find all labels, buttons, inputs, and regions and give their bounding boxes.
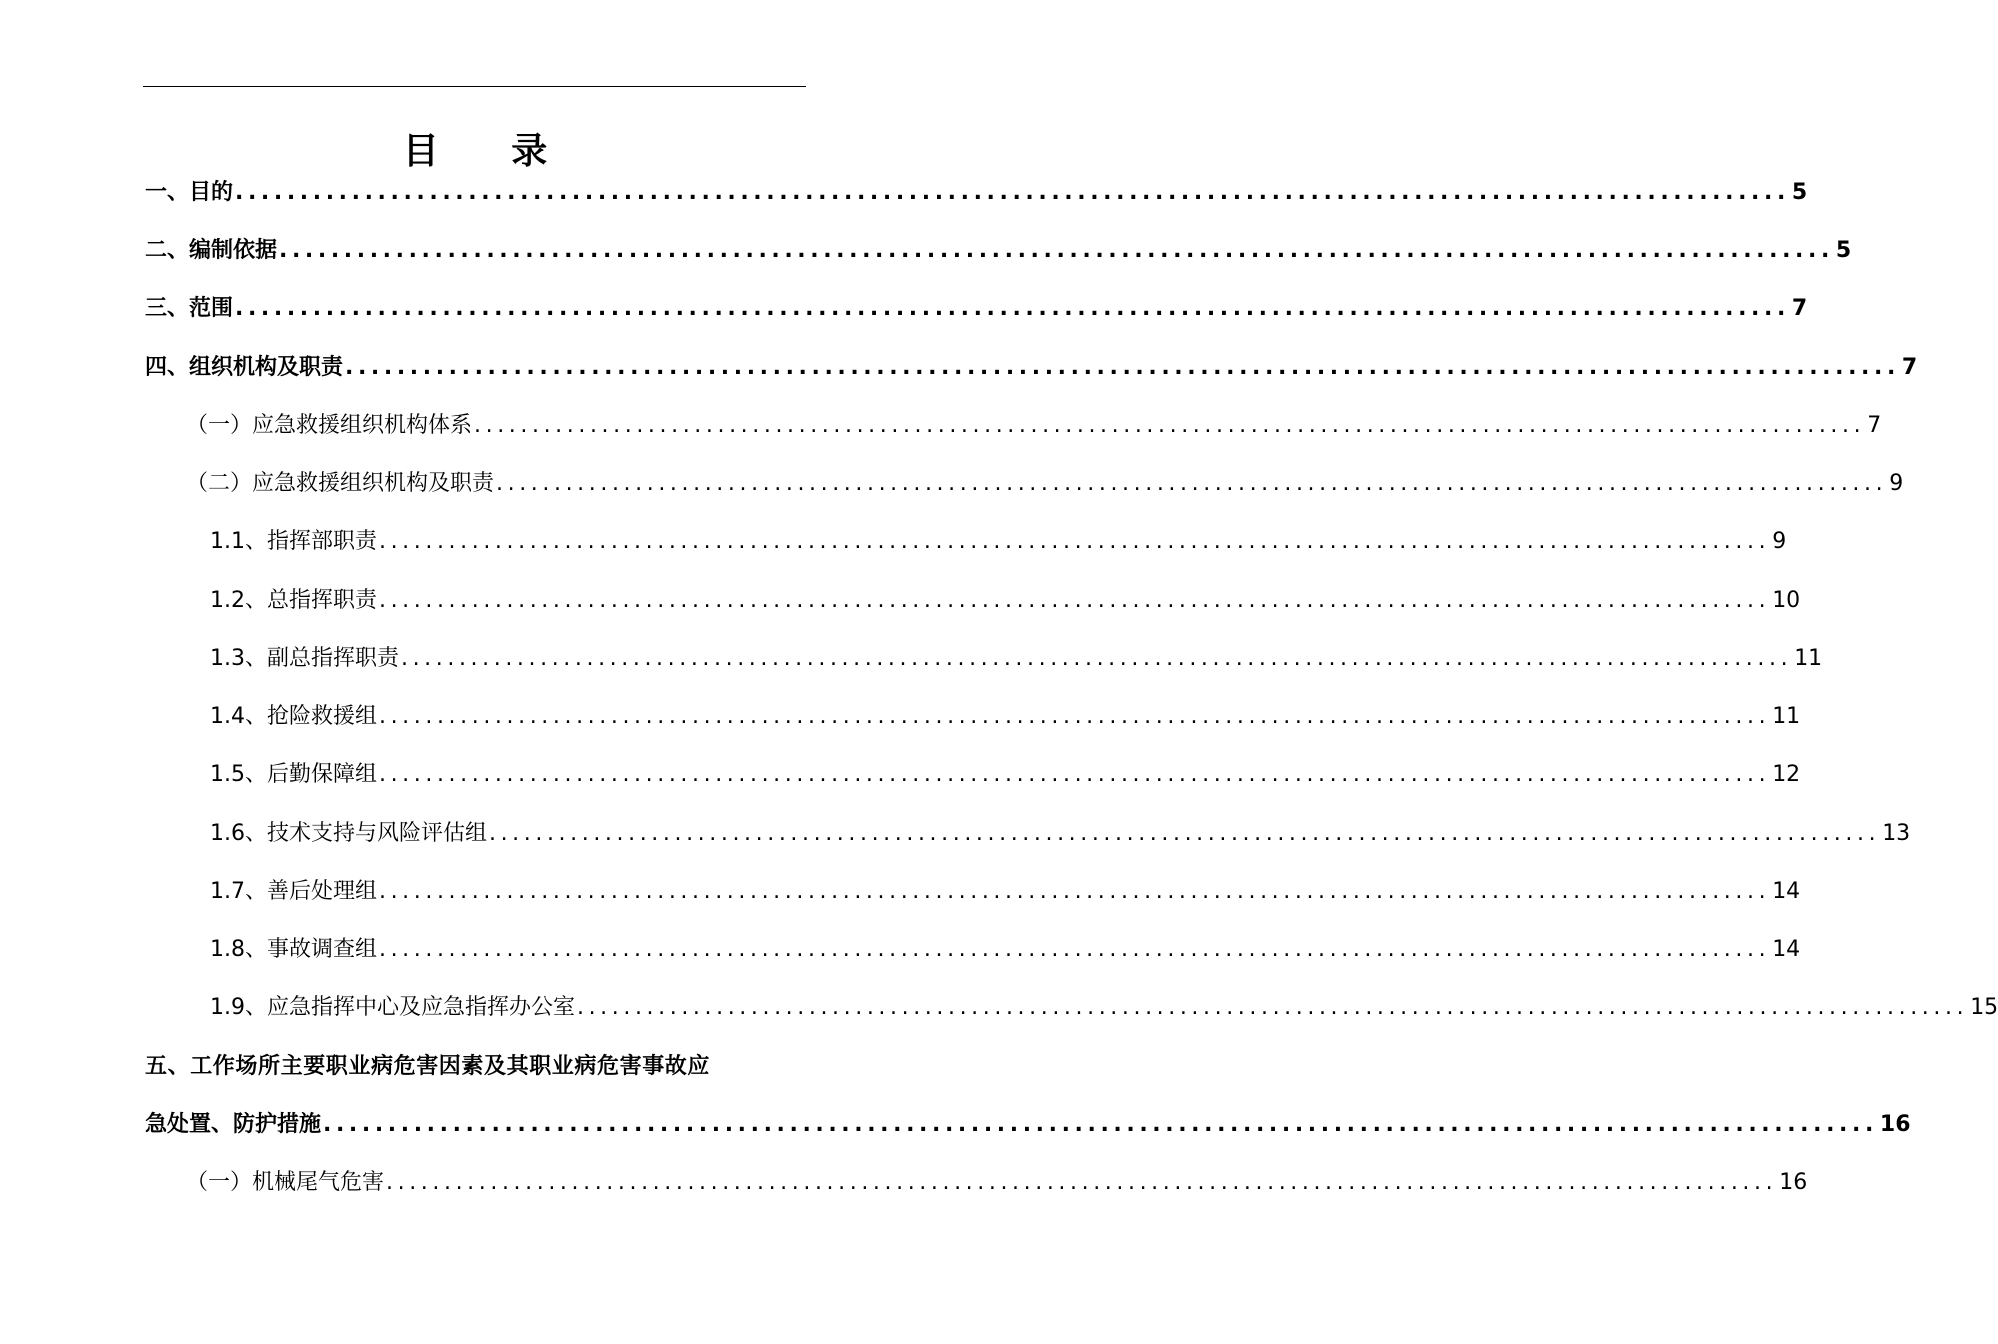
toc-entry-page: 7 xyxy=(1867,413,1882,438)
toc-entry-label: 1.7、善后处理组 xyxy=(210,879,377,904)
toc-entry-page: 7 xyxy=(1791,296,1808,321)
toc-entry-page: 14 xyxy=(1772,937,1801,962)
toc-entry-page: 12 xyxy=(1772,762,1801,787)
toc-dot-leader: ........................................................................................................................ xyxy=(345,355,1900,380)
toc-entry[interactable] xyxy=(210,991,1998,1025)
toc-entry-page: 7 xyxy=(1901,355,1918,380)
toc-entry-label: 1.1、指挥部职责 xyxy=(210,529,377,554)
toc-entry[interactable] xyxy=(210,700,1801,734)
toc-entry[interactable] xyxy=(186,467,1904,501)
toc-entry-page: 9 xyxy=(1772,529,1787,554)
toc-entry[interactable] xyxy=(145,234,1852,268)
toc-entry[interactable] xyxy=(210,525,1787,559)
toc-entry[interactable] xyxy=(210,933,1801,967)
toc-dot-leader: ........................................................................................................................ xyxy=(379,762,1771,787)
toc-dot-leader: ........................................................................................................................ xyxy=(489,821,1881,846)
toc-entry[interactable] xyxy=(145,351,1918,385)
toc-entry[interactable] xyxy=(145,176,1808,210)
toc-dot-leader: ........................................................................................................................ xyxy=(279,238,1834,263)
toc-entry[interactable] xyxy=(210,584,1801,618)
toc-dot-leader: ........................................................................................................................ xyxy=(235,296,1790,321)
toc-entry[interactable] xyxy=(186,409,1882,443)
toc-entry-page: 15 xyxy=(1970,995,1998,1020)
toc-entry-page: 11 xyxy=(1772,704,1801,729)
toc-entry-label: 一、目的 xyxy=(145,180,234,205)
toc-dot-leader: ........................................................................................................................ xyxy=(235,180,1790,205)
toc-entry-label: （二）应急救援组织机构及职责 xyxy=(186,471,495,496)
toc-entry-page: 16 xyxy=(1779,1170,1808,1195)
toc-dot-leader: ........................................................................................................................ xyxy=(323,1112,1878,1137)
toc-entry-page: 9 xyxy=(1889,471,1904,496)
toc-entry-label: 二、编制依据 xyxy=(145,238,278,263)
toc-dot-leader: ........................................................................................................................ xyxy=(577,995,1969,1020)
toc-entry-label: 1.3、副总指挥职责 xyxy=(210,646,399,671)
toc-entry-page: 11 xyxy=(1794,646,1823,671)
toc-dot-leader: ........................................................................................................................ xyxy=(386,1170,1778,1195)
toc-entry-page: 5 xyxy=(1791,180,1808,205)
toc-entry-label: 1.6、技术支持与风险评估组 xyxy=(210,821,487,846)
toc-entry[interactable] xyxy=(210,758,1801,792)
toc-entry-label: （一）机械尾气危害 xyxy=(186,1170,385,1195)
toc-entry-label: 1.2、总指挥职责 xyxy=(210,588,377,613)
toc-dot-leader: ........................................................................................................................ xyxy=(379,588,1771,613)
toc-entry-label: 1.4、抢险救援组 xyxy=(210,704,377,729)
toc-dot-leader: ........................................................................................................................ xyxy=(379,529,1771,554)
toc-dot-leader: ........................................................................................................................ xyxy=(379,937,1771,962)
toc-entry[interactable] xyxy=(210,817,1911,851)
toc-dot-leader: ........................................................................................................................ xyxy=(379,879,1771,904)
toc-entry-label: 三、范围 xyxy=(145,296,234,321)
toc-entry[interactable] xyxy=(186,1166,1808,1200)
toc-entry[interactable] xyxy=(210,875,1801,909)
toc-entry-label: 1.8、事故调查组 xyxy=(210,937,377,962)
toc-dot-leader: ........................................................................................................................ xyxy=(496,471,1888,496)
toc-entry-page: 13 xyxy=(1882,821,1911,846)
toc-entry-label-first-line[interactable]: 五、工作场所主要职业病危害因素及其职业病危害事故应 xyxy=(145,1054,711,1079)
toc-entry[interactable] xyxy=(210,642,1823,676)
toc-entry-page: 5 xyxy=(1835,238,1852,263)
toc-entry-page: 16 xyxy=(1879,1112,1911,1137)
toc-entry-label: 1.9、应急指挥中心及应急指挥办公室 xyxy=(210,995,575,1020)
toc-dot-leader: ........................................................................................................................ xyxy=(474,413,1866,438)
toc-title: 目 录 xyxy=(402,131,578,172)
toc-entry-label: 四、组织机构及职责 xyxy=(145,355,344,380)
toc-dot-leader: ........................................................................................................................ xyxy=(401,646,1793,671)
toc-entry-page: 14 xyxy=(1772,879,1801,904)
toc-entry-label: 急处置、防护措施 xyxy=(145,1112,322,1137)
toc-entry[interactable] xyxy=(145,1108,1911,1142)
toc-entry-page: 10 xyxy=(1772,588,1801,613)
toc-entry-label: （一）应急救援组织机构体系 xyxy=(186,413,473,438)
toc-dot-leader: ........................................................................................................................ xyxy=(379,704,1771,729)
toc-entry-label: 1.5、后勤保障组 xyxy=(210,762,377,787)
toc-entry[interactable] xyxy=(145,292,1808,326)
